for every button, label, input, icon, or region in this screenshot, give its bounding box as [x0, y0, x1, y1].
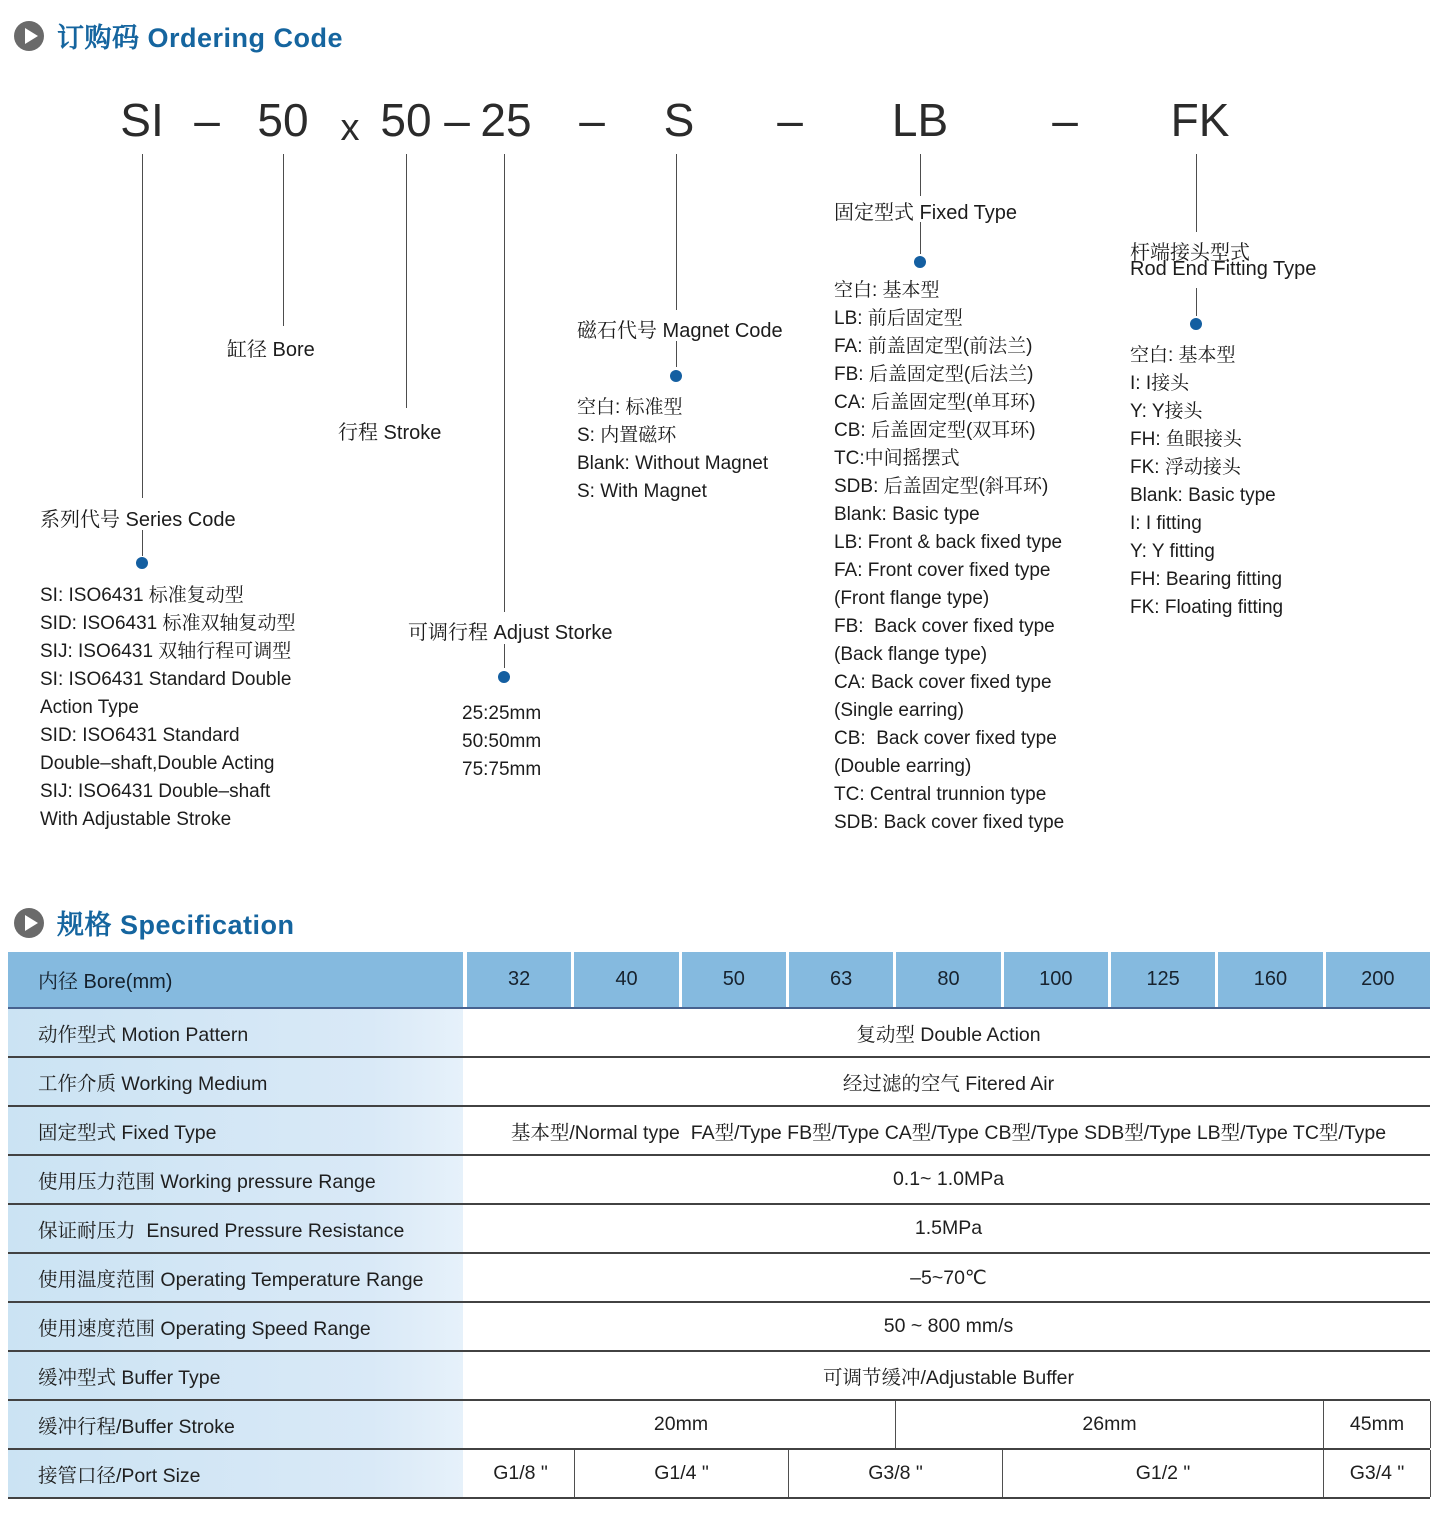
list-line: (Double earring) — [834, 756, 972, 777]
list-line: CA: Back cover fixed type — [834, 672, 1052, 693]
code-token: FK — [1170, 94, 1230, 146]
list-line: I: I fitting — [1130, 513, 1202, 534]
spec-table-row — [8, 1205, 1430, 1254]
bore-column-header: 63 — [786, 952, 893, 1007]
spec-row-values — [467, 1009, 1430, 1056]
spec-row-label: 使用压力范围 Working pressure Range — [38, 1170, 376, 1193]
list-line: FA: Front cover fixed type — [834, 560, 1051, 581]
list-line: FH: 鱼眼接头 — [1130, 429, 1242, 450]
list-line: With Adjustable Stroke — [40, 809, 232, 830]
connector-line-rodend-2 — [1196, 288, 1197, 316]
ordering-code-title: 订购码 Ordering Code — [57, 23, 344, 53]
connector-line-fixed — [920, 154, 921, 196]
spec-row-label-cell — [8, 1254, 463, 1301]
list-line: LB: 前后固定型 — [834, 308, 963, 329]
specification-header — [14, 903, 295, 942]
series-code-label: 系列代号 Series Code — [40, 509, 236, 531]
list-line: S: 内置磁环 — [577, 425, 677, 446]
list-line: FB: Back cover fixed type — [834, 616, 1055, 637]
spec-row-values — [467, 1058, 1430, 1105]
spec-row-values — [467, 1205, 1430, 1252]
magnet-code-list — [577, 394, 768, 506]
list-line: CB: Back cover fixed type — [834, 728, 1057, 749]
specification-title: 规格 Specification — [57, 910, 295, 940]
spec-row-values — [467, 1107, 1430, 1154]
spec-value-cell: G1/4 " — [574, 1450, 788, 1497]
rod-end-label-en: Rod End Fitting Type — [1130, 258, 1317, 280]
list-line: 空白: 基本型 — [834, 280, 940, 301]
spec-table-row — [8, 1303, 1430, 1352]
list-line: (Back flange type) — [834, 644, 988, 665]
spec-row-label: 保证耐压力 Ensured Pressure Resistance — [38, 1219, 405, 1242]
list-line: Y: Y fitting — [1130, 541, 1215, 562]
list-line: LB: Front & back fixed type — [834, 532, 1063, 553]
code-token: LB — [891, 94, 949, 146]
code-token: – — [1052, 94, 1078, 146]
code-token: 50 — [380, 94, 432, 146]
list-line: FK: Floating fitting — [1130, 597, 1284, 618]
connector-line-fixed-2 — [920, 222, 921, 254]
spec-row-label-cell — [8, 1401, 463, 1448]
list-line: SI: ISO6431 Standard Double — [40, 669, 292, 690]
spec-row-values — [467, 1254, 1430, 1301]
list-line: FH: Bearing fitting — [1130, 569, 1283, 590]
list-line: Double–shaft,Double Acting — [40, 753, 275, 774]
list-line: SDB: Back cover fixed type — [834, 812, 1065, 833]
spec-row-label: 缓冲型式 Buffer Type — [38, 1366, 221, 1389]
code-token: S — [663, 94, 695, 146]
list-line: (Single earring) — [834, 700, 964, 721]
spec-row-label: 使用温度范围 Operating Temperature Range — [38, 1268, 424, 1291]
list-line: SIJ: ISO6431 双轴行程可调型 — [40, 641, 292, 662]
spec-value-cell: –5~70℃ — [910, 1266, 987, 1289]
bore-column-header: 50 — [679, 952, 786, 1007]
spec-row-label-cell — [8, 1352, 463, 1399]
spec-row-label: 使用速度范围 Operating Speed Range — [38, 1317, 371, 1340]
spec-row-label-cell — [8, 1303, 463, 1350]
spec-value-cell: G1/8 " — [493, 1462, 548, 1484]
spec-row-values — [467, 1401, 1431, 1448]
list-line: 25:25mm — [462, 703, 542, 724]
spec-row-label: 接管口径/Port Size — [38, 1464, 201, 1487]
bore-column-header: 200 — [1323, 952, 1430, 1007]
bore-header-label: 内径 Bore(mm) — [38, 971, 173, 993]
bore-column-header: 160 — [1215, 952, 1322, 1007]
spec-table-row — [8, 1009, 1430, 1058]
connector-line-stroke — [406, 154, 407, 408]
connector-line-bore — [283, 154, 284, 326]
connector-line-magnet — [676, 154, 677, 310]
spec-row-label: 缓冲行程/Buffer Stroke — [38, 1415, 235, 1438]
spec-value-cell: 20mm — [653, 1413, 709, 1435]
code-token: – — [777, 94, 803, 146]
spec-row-label-cell — [8, 1009, 463, 1056]
list-line: Y: Y接头 — [1130, 401, 1203, 422]
spec-value-cell: 1.5MPa — [914, 1217, 983, 1239]
list-line: SDB: 后盖固定型(斜耳环) — [834, 476, 1049, 497]
list-line: Blank: Basic type — [834, 504, 980, 525]
spec-row-label-cell — [8, 1450, 463, 1497]
rod-end-label-zh: 杆端接头型式 — [1130, 242, 1250, 264]
list-line: Action Type — [40, 697, 139, 718]
bore-column-header: 80 — [893, 952, 1000, 1007]
code-token: – — [579, 94, 605, 146]
spec-row-label-cell — [8, 1156, 463, 1203]
bore-column-header: 40 — [571, 952, 678, 1007]
magnet-dot — [670, 370, 682, 382]
spec-row-label: 工作介质 Working Medium — [38, 1072, 268, 1095]
spec-table-row — [8, 1401, 1430, 1450]
spec-value-cell: 基本型/Normal type FA型/Type FB型/Type CA型/Type CB型/Type SDB型/Type LB型/Type TC型/Type — [510, 1121, 1387, 1144]
connector-line-adjust — [504, 154, 505, 612]
series-code-list — [40, 582, 296, 834]
code-token: 25 — [480, 94, 532, 146]
spec-row-label: 动作型式 Motion Pattern — [38, 1023, 249, 1046]
spec-row-values — [467, 1352, 1430, 1399]
spec-value-cell: 可调节缓冲/Adjustable Buffer — [822, 1366, 1075, 1389]
list-line: SIJ: ISO6431 Double–shaft — [40, 781, 271, 802]
bore-size-columns — [467, 952, 1430, 1007]
bore-label: 缸径 Bore — [227, 339, 315, 361]
adjust-dot — [498, 671, 510, 683]
rodend-dot — [1190, 318, 1202, 330]
list-line: 50:50mm — [462, 731, 542, 752]
magnet-code-label: 磁石代号 Magnet Code — [577, 320, 783, 342]
connector-line-rodend — [1196, 154, 1197, 232]
play-bullet-icon — [14, 908, 44, 938]
connector-line-series-2 — [142, 530, 143, 556]
spec-row-values — [467, 1303, 1430, 1350]
adjust-stroke-label: 可调行程 Adjust Storke — [408, 622, 613, 644]
list-line: CB: 后盖固定型(双耳环) — [834, 420, 1036, 441]
list-line: FB: 后盖固定型(后法兰) — [834, 364, 1034, 385]
spec-row-label-cell — [8, 1107, 463, 1154]
list-line: 75:75mm — [462, 759, 542, 780]
spec-value-cell: 50 ~ 800 mm/s — [883, 1315, 1014, 1337]
fixed-type-label: 固定型式 Fixed Type — [834, 202, 1018, 224]
list-line: SID: ISO6431 标准双轴复动型 — [40, 613, 296, 634]
list-line: 空白: 标准型 — [577, 397, 683, 418]
spec-value-cell: 复动型 Double Action — [856, 1023, 1041, 1046]
spec-value-cell: G3/4 " — [1323, 1450, 1430, 1497]
spec-value-cell: G1/2 " — [1002, 1450, 1323, 1497]
list-line: S: With Magnet — [577, 481, 707, 502]
fixed-dot — [914, 256, 926, 268]
spec-value-cell: 45mm — [1323, 1401, 1430, 1448]
spec-table-row — [8, 1156, 1430, 1205]
spec-value-cell: 0.1~ 1.0MPa — [892, 1168, 1005, 1190]
spec-row-label: 固定型式 Fixed Type — [38, 1121, 217, 1144]
spec-row-values — [467, 1450, 1431, 1497]
spec-table-header-row — [8, 952, 1430, 1009]
specification-table — [8, 952, 1430, 1499]
code-token: 50 — [257, 94, 309, 146]
spec-row-label-cell — [8, 1058, 463, 1105]
list-line: (Front flange type) — [834, 588, 990, 609]
spec-value-cell: G3/8 " — [788, 1450, 1002, 1497]
fixed-type-list — [834, 277, 1064, 837]
list-line: SID: ISO6431 Standard — [40, 725, 240, 746]
adjust-stroke-list — [462, 700, 541, 784]
code-token: x — [340, 107, 360, 149]
spec-table-row — [8, 1450, 1430, 1499]
bore-column-header: 32 — [467, 952, 571, 1007]
code-token: – — [194, 94, 220, 146]
list-line: 空白: 基本型 — [1130, 345, 1236, 366]
list-line: Blank: Basic type — [1130, 485, 1276, 506]
connector-line-adjust-2 — [504, 644, 505, 668]
code-token: – — [444, 94, 470, 146]
list-line: I: I接头 — [1130, 373, 1190, 394]
list-line: TC: Central trunnion type — [834, 784, 1047, 805]
list-line: FA: 前盖固定型(前法兰) — [834, 336, 1033, 357]
list-line: TC:中间摇摆式 — [834, 448, 960, 469]
bore-column-header: 100 — [1001, 952, 1108, 1007]
spec-table-row — [8, 1058, 1430, 1107]
rod-end-list — [1130, 342, 1283, 622]
series-dot — [136, 557, 148, 569]
stroke-label: 行程 Stroke — [338, 422, 442, 444]
list-line: FK: 浮动接头 — [1130, 457, 1241, 478]
connector-line-series — [142, 154, 143, 498]
spec-value-cell: 26mm — [895, 1401, 1323, 1448]
spec-row-label-cell — [8, 1205, 463, 1252]
spec-header-label-cell — [8, 952, 463, 1007]
connector-line-magnet-2 — [676, 341, 677, 367]
spec-table-body — [8, 1009, 1430, 1499]
list-line: Blank: Without Magnet — [577, 453, 769, 474]
spec-row-values — [467, 1156, 1430, 1203]
bore-column-header: 125 — [1108, 952, 1215, 1007]
spec-table-row — [8, 1352, 1430, 1401]
code-token: SI — [120, 94, 164, 146]
spec-table-row — [8, 1107, 1430, 1156]
spec-table-row — [8, 1254, 1430, 1303]
list-line: CA: 后盖固定型(单耳环) — [834, 392, 1036, 413]
spec-value-cell: 经过滤的空气 Fitered Air — [842, 1072, 1055, 1095]
list-line: SI: ISO6431 标准复动型 — [40, 585, 244, 606]
